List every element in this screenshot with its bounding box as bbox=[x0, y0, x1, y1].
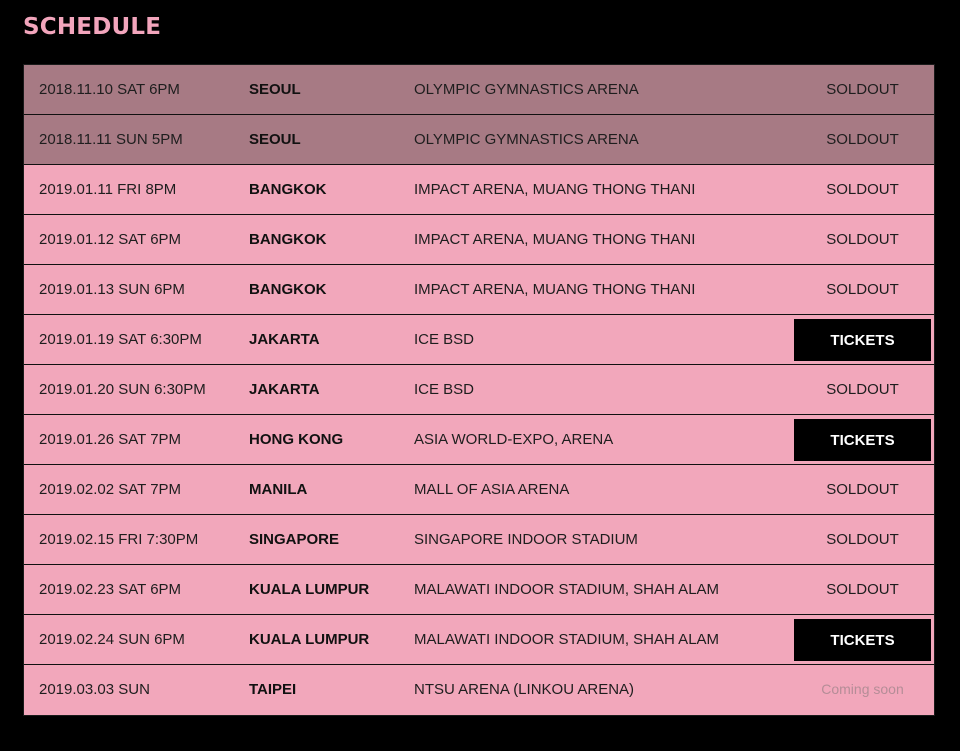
row-city: KUALA LUMPUR bbox=[249, 581, 370, 598]
row-city: BANGKOK bbox=[249, 181, 327, 198]
row-city: JAKARTA bbox=[249, 331, 320, 348]
schedule-row bbox=[24, 265, 934, 315]
row-city: SINGAPORE bbox=[249, 531, 340, 548]
schedule-row bbox=[24, 665, 934, 715]
row-date: 2019.02.24 SUN 6PM bbox=[39, 631, 185, 648]
row-date: 2019.01.26 SAT 7PM bbox=[39, 431, 182, 448]
row-city: BANGKOK bbox=[249, 231, 327, 248]
row-venue: NTSU ARENA (LINKOU ARENA) bbox=[414, 681, 635, 698]
soldout-label: SOLDOUT bbox=[826, 181, 899, 198]
soldout-label: SOLDOUT bbox=[826, 381, 899, 398]
row-date: 2019.02.23 SAT 6PM bbox=[39, 581, 182, 598]
tickets-button[interactable]: TICKETS bbox=[794, 319, 931, 361]
row-date: 2019.01.19 SAT 6:30PM bbox=[39, 331, 202, 348]
row-city: BANGKOK bbox=[249, 281, 327, 298]
row-venue: MALAWATI INDOOR STADIUM, SHAH ALAM bbox=[414, 631, 720, 648]
row-date: 2019.01.13 SUN 6PM bbox=[39, 281, 185, 298]
soldout-label: SOLDOUT bbox=[826, 581, 899, 598]
page-title: SCHEDULE bbox=[23, 14, 162, 40]
schedule-row bbox=[24, 115, 934, 165]
row-date: 2019.02.02 SAT 7PM bbox=[39, 481, 182, 498]
soldout-label: SOLDOUT bbox=[826, 81, 899, 98]
schedule-row bbox=[24, 315, 934, 365]
schedule-row bbox=[24, 65, 934, 115]
soldout-label: SOLDOUT bbox=[826, 531, 899, 548]
row-venue: ASIA WORLD-EXPO, ARENA bbox=[414, 431, 614, 448]
schedule-row bbox=[24, 365, 934, 415]
row-venue: OLYMPIC GYMNASTICS ARENA bbox=[414, 131, 639, 148]
tickets-button[interactable]: TICKETS bbox=[794, 619, 931, 661]
row-city: HONG KONG bbox=[249, 431, 344, 448]
row-venue: ICE BSD bbox=[414, 381, 475, 398]
soldout-label: SOLDOUT bbox=[826, 281, 899, 298]
schedule-row bbox=[24, 165, 934, 215]
row-venue: IMPACT ARENA, MUANG THONG THANI bbox=[414, 281, 696, 298]
coming-soon-label: Coming soon bbox=[821, 681, 904, 697]
soldout-label: SOLDOUT bbox=[826, 231, 899, 248]
schedule-row bbox=[24, 465, 934, 515]
row-venue: MALAWATI INDOOR STADIUM, SHAH ALAM bbox=[414, 581, 720, 598]
row-date: 2019.01.12 SAT 6PM bbox=[39, 231, 182, 248]
row-city: SEOUL bbox=[249, 81, 301, 98]
row-venue: SINGAPORE INDOOR STADIUM bbox=[414, 531, 638, 548]
row-date: 2019.03.03 SUN bbox=[39, 681, 150, 698]
row-date: 2019.01.20 SUN 6:30PM bbox=[39, 381, 206, 398]
schedule-row bbox=[24, 615, 934, 665]
row-city: KUALA LUMPUR bbox=[249, 631, 370, 648]
schedule-row bbox=[24, 415, 934, 465]
row-venue: IMPACT ARENA, MUANG THONG THANI bbox=[414, 181, 696, 198]
schedule-row bbox=[24, 215, 934, 265]
row-date: 2019.01.11 FRI 8PM bbox=[39, 181, 177, 198]
row-city: TAIPEI bbox=[249, 681, 297, 698]
row-date: 2019.02.15 FRI 7:30PM bbox=[39, 531, 199, 548]
schedule-row bbox=[24, 565, 934, 615]
row-city: JAKARTA bbox=[249, 381, 320, 398]
row-venue: IMPACT ARENA, MUANG THONG THANI bbox=[414, 231, 696, 248]
row-city: SEOUL bbox=[249, 131, 301, 148]
row-date: 2018.11.10 SAT 6PM bbox=[39, 81, 180, 98]
schedule-table bbox=[23, 64, 935, 716]
row-venue: OLYMPIC GYMNASTICS ARENA bbox=[414, 81, 639, 98]
row-date: 2018.11.11 SUN 5PM bbox=[39, 131, 183, 148]
row-venue: ICE BSD bbox=[414, 331, 475, 348]
row-venue: MALL OF ASIA ARENA bbox=[414, 481, 570, 498]
soldout-label: SOLDOUT bbox=[826, 131, 899, 148]
schedule-row bbox=[24, 515, 934, 565]
row-city: MANILA bbox=[249, 481, 308, 498]
soldout-label: SOLDOUT bbox=[826, 481, 899, 498]
tickets-button[interactable]: TICKETS bbox=[794, 419, 931, 461]
